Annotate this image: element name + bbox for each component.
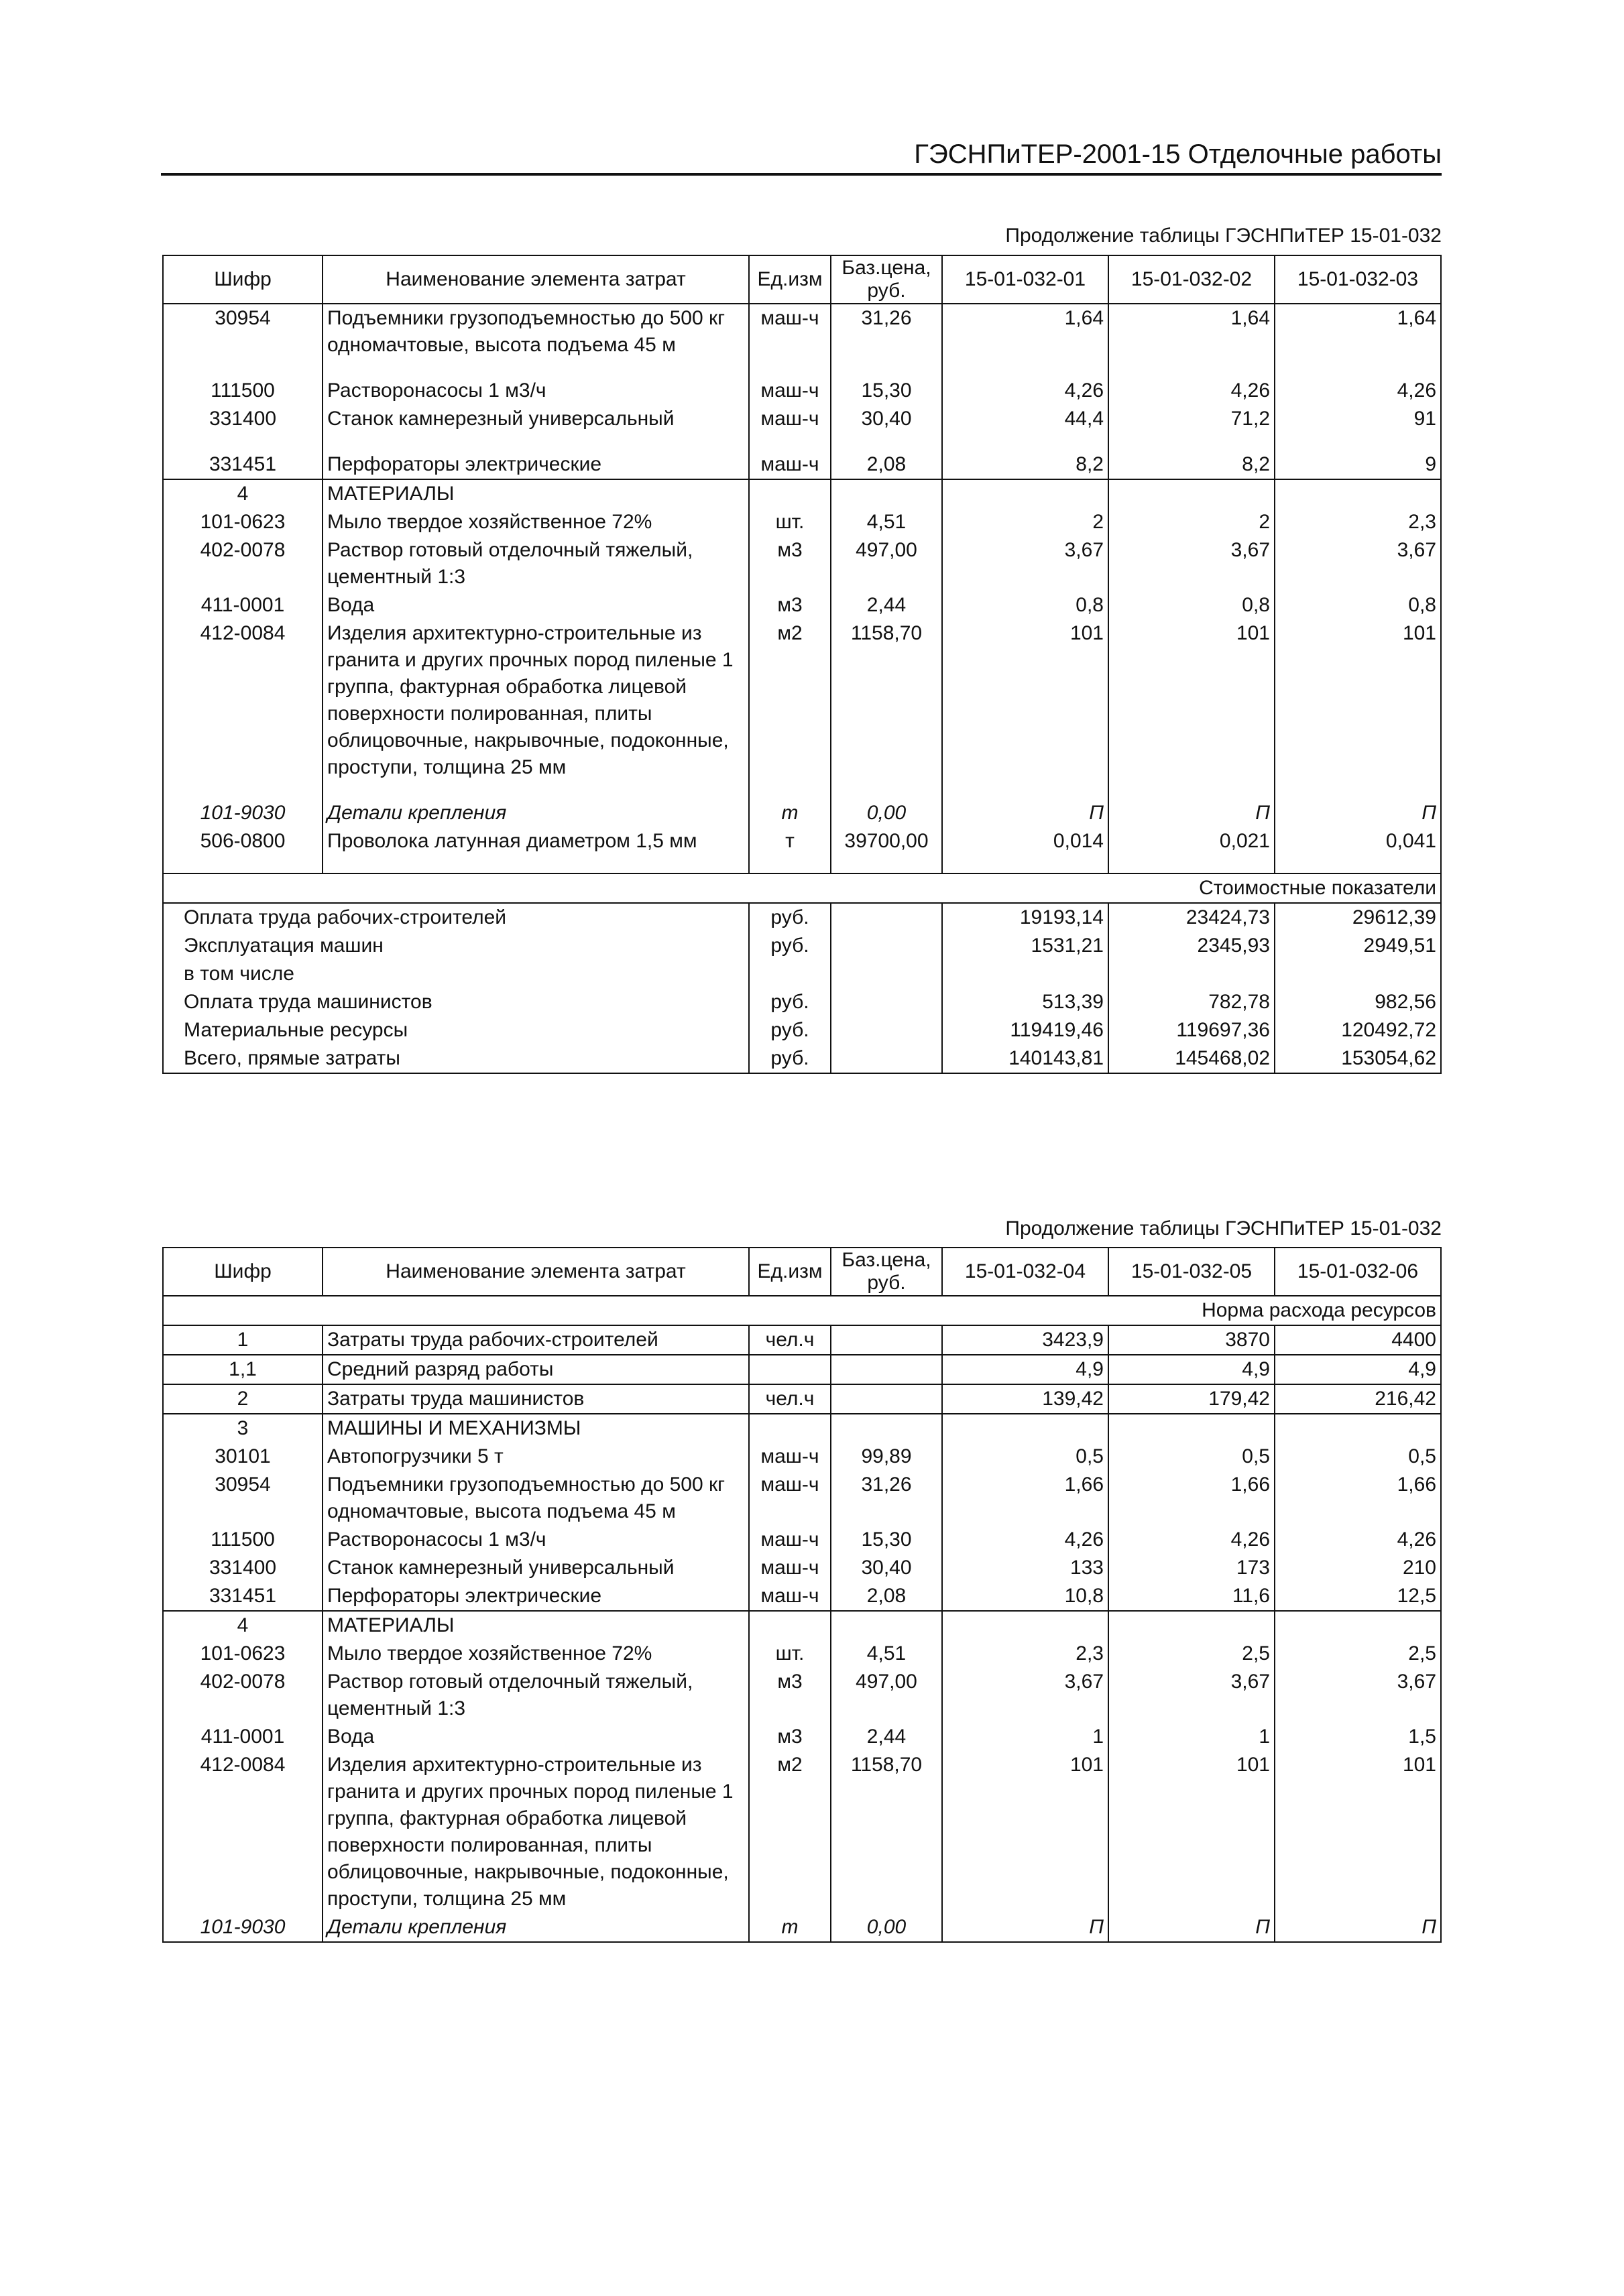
cell-value: 133 bbox=[942, 1554, 1108, 1582]
cell-name: Мыло твердое хозяйственное 72% bbox=[323, 1640, 749, 1668]
section-row bbox=[163, 479, 1441, 508]
cell-value: П bbox=[1275, 799, 1441, 827]
table-row bbox=[163, 591, 1441, 619]
cell-name: Мыло твердое хозяйственное 72% bbox=[323, 508, 749, 536]
cell-value: 1,64 bbox=[1108, 304, 1275, 359]
cost-row bbox=[163, 988, 1441, 1016]
cell-value: 8,2 bbox=[942, 450, 1108, 479]
cell-value: 2,3 bbox=[1275, 508, 1441, 536]
cell-value: 11,6 bbox=[1108, 1582, 1275, 1611]
cell-price: 1158,70 bbox=[831, 1751, 942, 1913]
cell-value: 2 bbox=[942, 508, 1108, 536]
section-row bbox=[163, 1611, 1441, 1640]
cell-value: 4400 bbox=[1275, 1325, 1441, 1355]
cost-value: 140143,81 bbox=[942, 1044, 1108, 1073]
cell-name: Автопогрузчики 5 т bbox=[323, 1443, 749, 1471]
cost-name: Материальные ресурсы bbox=[163, 1016, 749, 1044]
table1-caption: Продолжение таблицы ГЭСНПиТЕР 15-01-032 bbox=[1005, 225, 1442, 247]
cost-value: 982,56 bbox=[1275, 988, 1441, 1016]
cell-name: Перфораторы электрические bbox=[323, 450, 749, 479]
cost-row bbox=[163, 1016, 1441, 1044]
cell-unit: чел.ч bbox=[749, 1384, 831, 1414]
cell-name: Растворонасосы 1 м3/ч bbox=[323, 377, 749, 405]
cell-name: Вода bbox=[323, 591, 749, 619]
cell-unit: маш-ч bbox=[749, 1471, 831, 1526]
cost-value: 782,78 bbox=[1108, 988, 1275, 1016]
table-row bbox=[163, 1554, 1441, 1582]
cell-value: 1,66 bbox=[942, 1471, 1108, 1526]
cell-code: 331451 bbox=[163, 1582, 323, 1611]
col-c1: 15-01-032-04 bbox=[942, 1248, 1108, 1296]
cell-unit: маш-ч bbox=[749, 1554, 831, 1582]
cost-unit: руб. bbox=[749, 932, 831, 960]
table2 bbox=[162, 1247, 1442, 1943]
cost-value: 2949,51 bbox=[1275, 932, 1441, 960]
cell-code: 111500 bbox=[163, 377, 323, 405]
cell-value: 2 bbox=[1108, 508, 1275, 536]
cost-value: 513,39 bbox=[942, 988, 1108, 1016]
cell-code: 411-0001 bbox=[163, 591, 323, 619]
cell-price: 2,08 bbox=[831, 450, 942, 479]
cell-value: 3,67 bbox=[1108, 536, 1275, 591]
cell-value: 9 bbox=[1275, 450, 1441, 479]
cell-name: Затраты труда рабочих-строителей bbox=[323, 1325, 749, 1355]
cell-unit: маш-ч bbox=[749, 1582, 831, 1611]
cost-value: 119697,36 bbox=[1108, 1016, 1275, 1044]
cost-value: 119419,46 bbox=[942, 1016, 1108, 1044]
cost-unit: руб. bbox=[749, 1016, 831, 1044]
cell-name: Средний разряд работы bbox=[323, 1355, 749, 1384]
cost-value: 19193,14 bbox=[942, 903, 1108, 932]
cell-value: 210 bbox=[1275, 1554, 1441, 1582]
page-header: ГЭСНПиТЕР-2001-15 Отделочные работы bbox=[914, 139, 1442, 169]
cell-value: 1,64 bbox=[1275, 304, 1441, 359]
cost-row bbox=[163, 932, 1441, 960]
cell-value: 12,5 bbox=[1275, 1582, 1441, 1611]
cost-value: 153054,62 bbox=[1275, 1044, 1441, 1073]
cell-code: 1 bbox=[163, 1325, 323, 1355]
cell-code: 111500 bbox=[163, 1526, 323, 1554]
cell-code: 4 bbox=[163, 479, 323, 508]
cell-value: П bbox=[1108, 799, 1275, 827]
cell-value: 216,42 bbox=[1275, 1384, 1441, 1414]
cell-code: 411-0001 bbox=[163, 1723, 323, 1751]
table1-header-row bbox=[163, 255, 1441, 304]
cell-value: 10,8 bbox=[942, 1582, 1108, 1611]
table-row bbox=[163, 304, 1441, 359]
cell-code: 402-0078 bbox=[163, 1668, 323, 1723]
cell-unit: м3 bbox=[749, 591, 831, 619]
cell-code: 2 bbox=[163, 1384, 323, 1414]
cell-unit: т bbox=[749, 827, 831, 855]
cell-value: 4,26 bbox=[1108, 1526, 1275, 1554]
cell-value: 3,67 bbox=[1275, 536, 1441, 591]
cost-name: Всего, прямые затраты bbox=[163, 1044, 749, 1073]
table-row bbox=[163, 1751, 1441, 1913]
cell-price: 2,44 bbox=[831, 591, 942, 619]
cell-value: 0,8 bbox=[942, 591, 1108, 619]
cell-value: 4,26 bbox=[942, 1526, 1108, 1554]
cell-value: 101 bbox=[942, 619, 1108, 782]
section-title: МАШИНЫ И МЕХАНИЗМЫ bbox=[323, 1414, 749, 1443]
cell-unit: маш-ч bbox=[749, 1443, 831, 1471]
cell-price: 99,89 bbox=[831, 1443, 942, 1471]
section-title: МАТЕРИАЛЫ bbox=[323, 1611, 749, 1640]
table-row bbox=[163, 1355, 1441, 1384]
cell-value: П bbox=[1275, 1913, 1441, 1942]
cell-value: 0,041 bbox=[1275, 827, 1441, 855]
cell-price bbox=[831, 1384, 942, 1414]
cell-value: 173 bbox=[1108, 1554, 1275, 1582]
cell-name: Раствор готовый отделочный тяжелый, цементный 1:3 bbox=[323, 536, 749, 591]
cell-value: 4,9 bbox=[1275, 1355, 1441, 1384]
cell-price: 15,30 bbox=[831, 1526, 942, 1554]
cost-name: Оплата труда рабочих-строителей bbox=[163, 903, 749, 932]
cost-value: 29612,39 bbox=[1275, 903, 1441, 932]
cell-value: 1,66 bbox=[1275, 1471, 1441, 1526]
cell-value: 4,26 bbox=[1275, 1526, 1441, 1554]
cell-value: 4,9 bbox=[1108, 1355, 1275, 1384]
section-row bbox=[163, 1414, 1441, 1443]
cell-value: 0,021 bbox=[1108, 827, 1275, 855]
cell-name: Растворонасосы 1 м3/ч bbox=[323, 1526, 749, 1554]
cell-price: 30,40 bbox=[831, 1554, 942, 1582]
cell-value: 101 bbox=[1275, 619, 1441, 782]
cell-unit: шт. bbox=[749, 1640, 831, 1668]
cost-value: 23424,73 bbox=[1108, 903, 1275, 932]
cell-price: 15,30 bbox=[831, 377, 942, 405]
cell-name: Станок камнерезный универсальный bbox=[323, 1554, 749, 1582]
cell-name: Подъемники грузоподъемностью до 500 кг одномачтовые, высота подъема 45 м bbox=[323, 304, 749, 359]
cell-unit bbox=[749, 1355, 831, 1384]
cell-value: 3,67 bbox=[942, 1668, 1108, 1723]
cost-name: Оплата труда машинистов bbox=[163, 988, 749, 1016]
cell-value: 1,5 bbox=[1275, 1723, 1441, 1751]
cell-unit: маш-ч bbox=[749, 1526, 831, 1554]
cell-value: 139,42 bbox=[942, 1384, 1108, 1414]
col-price: Баз.цена, руб. bbox=[831, 255, 942, 304]
col-c3: 15-01-032-03 bbox=[1275, 255, 1441, 304]
cell-unit: т bbox=[749, 1913, 831, 1942]
cell-code: 331400 bbox=[163, 405, 323, 433]
cell-unit: м2 bbox=[749, 619, 831, 782]
cell-unit: чел.ч bbox=[749, 1325, 831, 1355]
cell-value: 44,4 bbox=[942, 405, 1108, 433]
cell-price: 30,40 bbox=[831, 405, 942, 433]
cell-code: 412-0084 bbox=[163, 619, 323, 782]
cell-code: 331400 bbox=[163, 1554, 323, 1582]
cost-value: 120492,72 bbox=[1275, 1016, 1441, 1044]
col-c1: 15-01-032-01 bbox=[942, 255, 1108, 304]
norm-band-row bbox=[163, 1296, 1441, 1325]
col-code: Шифр bbox=[163, 1248, 323, 1296]
col-unit: Ед.изм bbox=[749, 1248, 831, 1296]
cell-code: 30954 bbox=[163, 1471, 323, 1526]
cost-value: 145468,02 bbox=[1108, 1044, 1275, 1073]
cell-unit: маш-ч bbox=[749, 450, 831, 479]
col-price: Баз.цена, руб. bbox=[831, 1248, 942, 1296]
table-row bbox=[163, 405, 1441, 433]
col-c3: 15-01-032-06 bbox=[1275, 1248, 1441, 1296]
cell-value: 0,5 bbox=[1108, 1443, 1275, 1471]
cell-price: 4,51 bbox=[831, 508, 942, 536]
cell-price bbox=[831, 1325, 942, 1355]
cell-value: 4,9 bbox=[942, 1355, 1108, 1384]
cell-value: 3423,9 bbox=[942, 1325, 1108, 1355]
cell-value: 91 bbox=[1275, 405, 1441, 433]
cell-code: 101-9030 bbox=[163, 799, 323, 827]
cell-unit: маш-ч bbox=[749, 405, 831, 433]
cost-unit: руб. bbox=[749, 903, 831, 932]
cell-value: 101 bbox=[1108, 619, 1275, 782]
cell-name: Детали крепления bbox=[323, 1913, 749, 1942]
col-name: Наименование элемента затрат bbox=[323, 1248, 749, 1296]
cell-value: П bbox=[1108, 1913, 1275, 1942]
table2-header-row bbox=[163, 1248, 1441, 1296]
section-title: МАТЕРИАЛЫ bbox=[323, 479, 749, 508]
cell-name: Станок камнерезный универсальный bbox=[323, 405, 749, 433]
cell-price: 39700,00 bbox=[831, 827, 942, 855]
cost-band-row bbox=[163, 873, 1441, 903]
cell-value: 2,5 bbox=[1108, 1640, 1275, 1668]
cell-value: 1,66 bbox=[1108, 1471, 1275, 1526]
cell-value: 3,67 bbox=[1108, 1668, 1275, 1723]
cell-value: 101 bbox=[942, 1751, 1108, 1913]
cell-value: 1,64 bbox=[942, 304, 1108, 359]
table-row bbox=[163, 1526, 1441, 1554]
cell-price: 497,00 bbox=[831, 536, 942, 591]
cell-price: 0,00 bbox=[831, 799, 942, 827]
cell-unit: м3 bbox=[749, 536, 831, 591]
cell-price bbox=[831, 1355, 942, 1384]
cell-value: 1 bbox=[1108, 1723, 1275, 1751]
cost-value: 1531,21 bbox=[942, 932, 1108, 960]
cell-price: 0,00 bbox=[831, 1913, 942, 1942]
cell-value: 2,3 bbox=[942, 1640, 1108, 1668]
cell-unit: шт. bbox=[749, 508, 831, 536]
cell-code: 402-0078 bbox=[163, 536, 323, 591]
cell-code: 3 bbox=[163, 1414, 323, 1443]
cell-value: 4,26 bbox=[942, 377, 1108, 405]
table1 bbox=[162, 255, 1442, 1074]
cell-name: Изделия архитектурно-строительные из гранита и других прочных пород пиленые 1 группа, фактурная обработка лицевой поверхности полированная, плиты облицовочные, накрывочные, подоконные, проступи, толщина 25 мм bbox=[323, 1751, 749, 1913]
table-row bbox=[163, 1384, 1441, 1414]
cell-code: 101-9030 bbox=[163, 1913, 323, 1942]
col-unit: Ед.изм bbox=[749, 255, 831, 304]
table-row bbox=[163, 799, 1441, 827]
cell-value: 0,8 bbox=[1108, 591, 1275, 619]
table-row bbox=[163, 508, 1441, 536]
cell-code: 101-0623 bbox=[163, 508, 323, 536]
cell-name: Затраты труда машинистов bbox=[323, 1384, 749, 1414]
cost-name: в том числе bbox=[163, 960, 749, 988]
cell-value: П bbox=[942, 1913, 1108, 1942]
cost-row bbox=[163, 903, 1441, 932]
cell-code: 506-0800 bbox=[163, 827, 323, 855]
cost-unit: руб. bbox=[749, 1044, 831, 1073]
cell-code: 1,1 bbox=[163, 1355, 323, 1384]
cell-value: 3,67 bbox=[942, 536, 1108, 591]
table-row bbox=[163, 1443, 1441, 1471]
cell-value: 4,26 bbox=[1275, 377, 1441, 405]
cell-unit: маш-ч bbox=[749, 304, 831, 359]
col-c2: 15-01-032-05 bbox=[1108, 1248, 1275, 1296]
table-row bbox=[163, 1325, 1441, 1355]
cell-value: 0,014 bbox=[942, 827, 1108, 855]
cell-unit: т bbox=[749, 799, 831, 827]
cost-row bbox=[163, 960, 1441, 988]
cell-price: 1158,70 bbox=[831, 619, 942, 782]
table-row bbox=[163, 1913, 1441, 1942]
cell-value: 8,2 bbox=[1108, 450, 1275, 479]
table-row bbox=[163, 450, 1441, 479]
cell-name: Изделия архитектурно-строительные из гранита и других прочных пород пиленые 1 группа, фактурная обработка лицевой поверхности полированная, плиты облицовочные, накрывочные, подоконные, проступи, толщина 25 мм bbox=[323, 619, 749, 782]
cell-name: Детали крепления bbox=[323, 799, 749, 827]
cell-price: 31,26 bbox=[831, 304, 942, 359]
cell-name: Раствор готовый отделочный тяжелый, цементный 1:3 bbox=[323, 1668, 749, 1723]
cell-value: 2,5 bbox=[1275, 1640, 1441, 1668]
table-row bbox=[163, 827, 1441, 855]
cell-value: 0,5 bbox=[942, 1443, 1108, 1471]
cost-name: Эксплуатация машин bbox=[163, 932, 749, 960]
cell-price: 2,08 bbox=[831, 1582, 942, 1611]
cell-name: Подъемники грузоподъемностью до 500 кг одномачтовые, высота подъема 45 м bbox=[323, 1471, 749, 1526]
cell-name: Проволока латунная диаметром 1,5 мм bbox=[323, 827, 749, 855]
cell-unit: м2 bbox=[749, 1751, 831, 1913]
table-row bbox=[163, 1723, 1441, 1751]
cost-band: Стоимостные показатели bbox=[163, 873, 1441, 903]
col-name: Наименование элемента затрат bbox=[323, 255, 749, 304]
cell-value: 1 bbox=[942, 1723, 1108, 1751]
cell-value: 71,2 bbox=[1108, 405, 1275, 433]
cost-unit: руб. bbox=[749, 988, 831, 1016]
header-rule bbox=[161, 173, 1442, 176]
table2-caption: Продолжение таблицы ГЭСНПиТЕР 15-01-032 bbox=[1005, 1217, 1442, 1240]
table-row bbox=[163, 536, 1441, 591]
table-row bbox=[163, 1471, 1441, 1526]
cost-row bbox=[163, 1044, 1441, 1073]
cell-code: 4 bbox=[163, 1611, 323, 1640]
cell-code: 412-0084 bbox=[163, 1751, 323, 1913]
cell-unit: м3 bbox=[749, 1723, 831, 1751]
table-row bbox=[163, 1668, 1441, 1723]
table-row bbox=[163, 1640, 1441, 1668]
cell-value: 179,42 bbox=[1108, 1384, 1275, 1414]
cell-value: П bbox=[942, 799, 1108, 827]
cell-unit: маш-ч bbox=[749, 377, 831, 405]
table-row bbox=[163, 619, 1441, 782]
cell-code: 30101 bbox=[163, 1443, 323, 1471]
cell-name: Вода bbox=[323, 1723, 749, 1751]
col-code: Шифр bbox=[163, 255, 323, 304]
cell-code: 331451 bbox=[163, 450, 323, 479]
cell-value: 4,26 bbox=[1108, 377, 1275, 405]
cell-value: 3,67 bbox=[1275, 1668, 1441, 1723]
table-row bbox=[163, 377, 1441, 405]
norm-band: Норма расхода ресурсов bbox=[163, 1296, 1441, 1325]
cell-unit: м3 bbox=[749, 1668, 831, 1723]
cell-code: 101-0623 bbox=[163, 1640, 323, 1668]
cell-value: 3870 bbox=[1108, 1325, 1275, 1355]
cell-value: 101 bbox=[1108, 1751, 1275, 1913]
cell-name: Перфораторы электрические bbox=[323, 1582, 749, 1611]
cell-value: 101 bbox=[1275, 1751, 1441, 1913]
cell-value: 0,8 bbox=[1275, 591, 1441, 619]
cell-price: 31,26 bbox=[831, 1471, 942, 1526]
cost-value: 2345,93 bbox=[1108, 932, 1275, 960]
cell-price: 2,44 bbox=[831, 1723, 942, 1751]
col-c2: 15-01-032-02 bbox=[1108, 255, 1275, 304]
cell-value: 0,5 bbox=[1275, 1443, 1441, 1471]
cell-price: 4,51 bbox=[831, 1640, 942, 1668]
cell-code: 30954 bbox=[163, 304, 323, 359]
cell-price: 497,00 bbox=[831, 1668, 942, 1723]
table-row bbox=[163, 1582, 1441, 1611]
